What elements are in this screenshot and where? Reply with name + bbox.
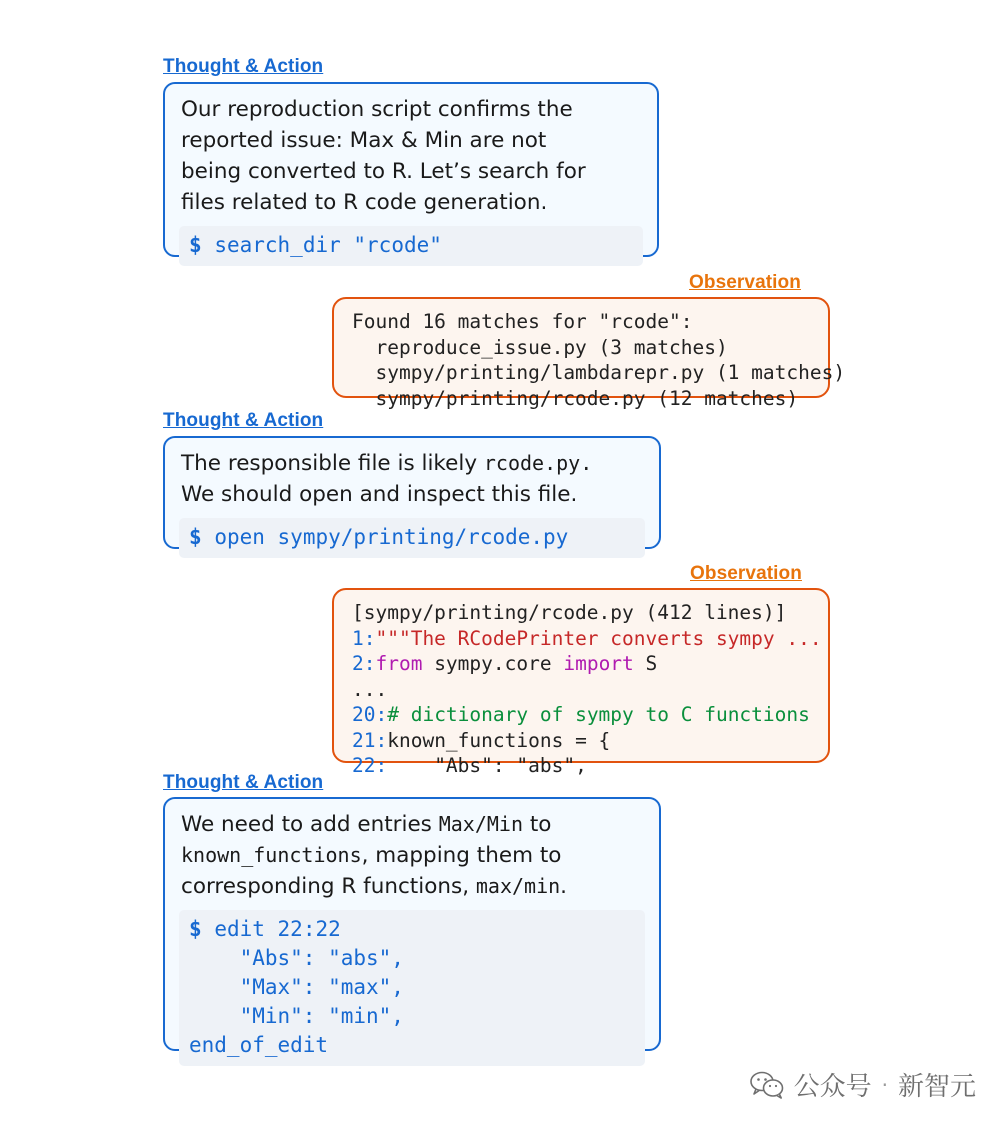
footer-watermark [750, 1066, 976, 1103]
thought-3-text-e: . [560, 874, 567, 899]
footer-brand: 新智元 [897, 1072, 976, 1102]
thought-line-3: being converted to R. Let’s search for [181, 159, 586, 184]
observation-2-kw-1: from [375, 652, 423, 675]
command-text-3-line-4: "Min": "min", [189, 1004, 404, 1028]
command-text-1: search_dir "rcode" [214, 233, 442, 257]
wechat-icon [750, 1071, 784, 1099]
thought-2-filename: rcode.py. [483, 451, 593, 475]
observation-2-linenum-20: 20: [352, 703, 388, 726]
thought-text-1 [165, 84, 657, 222]
thought-bubble-1 [163, 82, 659, 257]
thought-bubble-3 [163, 797, 661, 1057]
thought-3-text-a: We need to add entries [181, 812, 439, 837]
command-text-3-line-2: "Abs": "abs", [189, 946, 404, 970]
observation-line-3: sympy/printing/lambdarepr.py (1 matches) [352, 361, 846, 384]
shell-prompt-icon: $ [189, 917, 202, 941]
observation-2-code-2b: S [633, 652, 658, 675]
label-observation-1: Observation [689, 272, 801, 293]
observation-2-code-21: known_functions = { [387, 728, 611, 752]
command-box-2[interactable] [179, 518, 645, 558]
thought-3-line-1 [181, 809, 643, 840]
thought-line-1: Our reproduction script confirms the [181, 97, 573, 122]
command-text-3-line-3: "Max": "max", [189, 975, 404, 999]
thought-3-text-b: to [523, 812, 552, 837]
shell-prompt-icon: $ [189, 233, 202, 257]
label-thought-action-1: Thought & Action [163, 56, 324, 77]
thought-line-4: files related to R code generation. [181, 190, 548, 215]
thought-line-2: reported issue: Max & Min are not [181, 128, 547, 153]
thought-2-line-2: We should open and inspect this file. [181, 482, 578, 507]
thought-text-2 [165, 438, 659, 514]
label-observation-2: Observation [690, 563, 802, 584]
thought-2-text-a: The responsible file is likely [181, 451, 484, 476]
observation-2-code-22: "Abs": "abs", [387, 754, 587, 777]
observation-text-1 [334, 299, 846, 421]
thought-3-mono-b: known_functions [181, 843, 362, 867]
observation-2-code-1: """The RCodePrinter converts sympy ... [375, 626, 822, 650]
observation-2-header: [sympy/printing/rcode.py (412 lines)] [352, 601, 787, 624]
thought-bubble-2 [163, 436, 661, 549]
observation-bubble-2 [332, 588, 830, 777]
label-thought-action-2: Thought & Action [163, 410, 324, 431]
command-text-3-line-5: end_of_edit [189, 1033, 329, 1057]
observation-line-4: sympy/printing/rcode.py (12 matches) [352, 386, 799, 410]
observation-line-1: Found 16 matches for "rcode": [352, 310, 693, 333]
shell-prompt-icon: $ [189, 525, 202, 549]
observation-text-2 [334, 590, 828, 789]
observation-2-kw-2: import [563, 652, 634, 675]
observation-2-linenum-22: 22: [352, 754, 388, 777]
thought-text-3 [165, 799, 659, 906]
footer-separator: · [881, 1072, 888, 1097]
thought-2-line-1 [181, 448, 643, 479]
command-box-1[interactable] [179, 226, 643, 266]
observation-2-linenum-21: 21: [352, 728, 388, 752]
observation-bubble-1 [332, 297, 846, 410]
observation-2-linenum-2: 2: [352, 652, 376, 675]
observation-2-ellipsis: ... [352, 677, 388, 701]
command-text-2: open sympy/printing/rcode.py [214, 525, 569, 549]
observation-2-code-2a: sympy.core [422, 652, 564, 675]
thought-3-mono-c: max/min [475, 874, 561, 898]
label-thought-action-3: Thought & Action [163, 772, 324, 793]
observation-line-2: reproduce_issue.py (3 matches) [352, 335, 728, 359]
thought-3-line-2 [181, 840, 643, 871]
command-box-3[interactable] [179, 910, 645, 1066]
observation-2-code-20: # dictionary of sympy to C functions [387, 703, 810, 726]
thought-3-text-d: corresponding R functions, [181, 874, 476, 899]
thought-3-line-3 [181, 871, 643, 902]
thought-3-mono-a: Max/Min [438, 812, 524, 836]
command-text-3-line-1: edit 22:22 [214, 917, 341, 941]
thought-3-text-c: , mapping them to [361, 843, 562, 868]
footer-text: 公众号 [793, 1072, 872, 1102]
observation-2-linenum-1: 1: [352, 626, 376, 650]
